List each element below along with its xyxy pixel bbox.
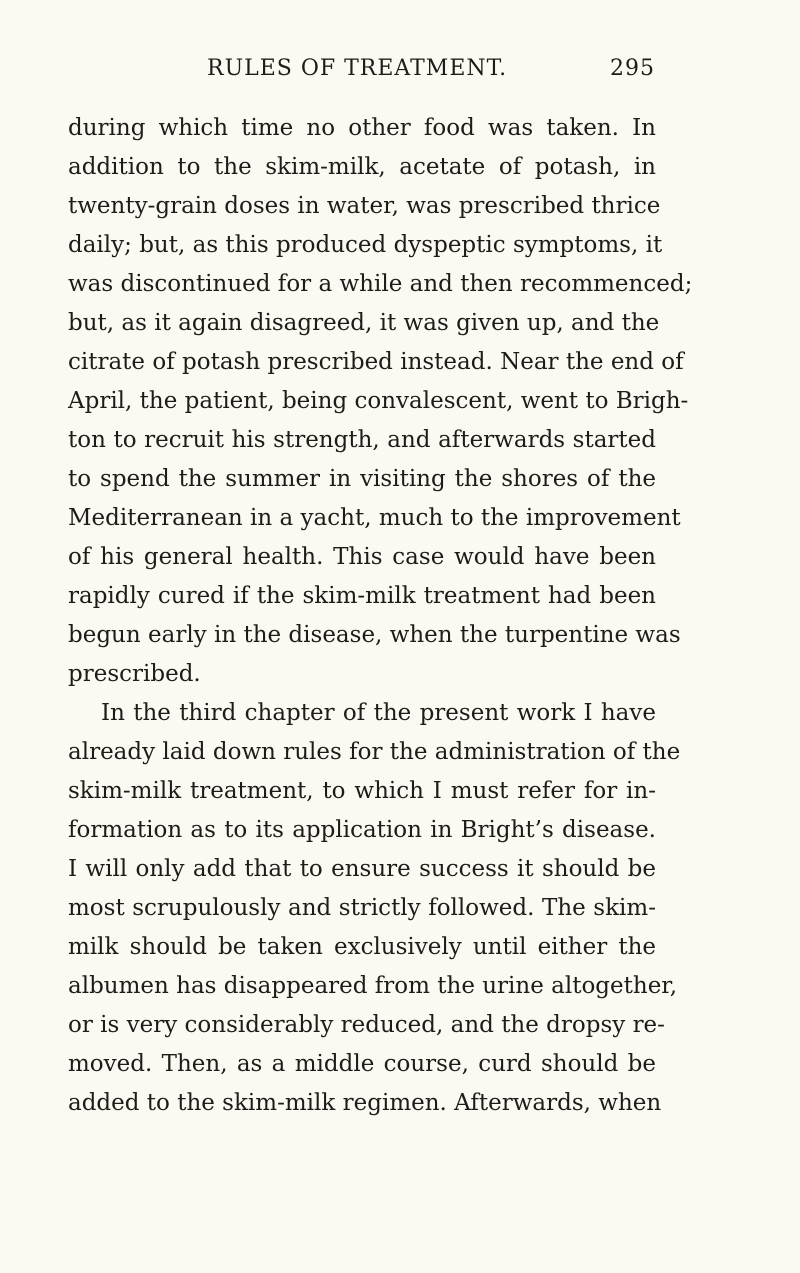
text-line: during which time no other food was taken. In [68,115,656,141]
text-line: or is very considerably reduced, and the dropsy re- [68,1012,665,1038]
text-line: formation as to its application in Bright’s disease. [68,817,656,843]
text-line: prescribed. [68,661,201,687]
text-line: most scrupulously and strictly followed. The skim- [68,895,656,921]
paragraph-2 [68,694,681,1123]
text-line: addition to the skim-milk, acetate of potash, in [68,154,656,180]
text-line: citrate of potash prescribed instead. Near the end of [68,349,684,375]
text-line: milk should be taken exclusively until either the [68,934,656,960]
running-head [207,52,655,86]
running-title: RULES OF TREATMENT. [207,56,508,81]
text-line: rapidly cured if the skim-milk treatment had been [68,583,656,609]
text-line: added to the skim-milk regimen. Afterwards, when [68,1090,662,1116]
text-line: begun early in the disease, when the turpentine was [68,622,681,648]
text-line: already laid down rules for the administration of the [68,739,681,765]
text-line: albumen has disappeared from the urine altogether, [68,973,678,999]
page-number: 295 [610,56,655,81]
text-line: was discontinued for a while and then recommenced; [68,271,693,297]
text-line: April, the patient, being convalescent, went to Brigh- [68,388,689,414]
text-line: to spend the summer in visiting the shores of the [68,466,656,492]
paragraph-1 [68,109,693,694]
text-line: skim-milk treatment, to which I must refer for in- [68,778,656,804]
body-text [68,109,693,1123]
text-line: ton to recruit his strength, and afterwards started [68,427,656,453]
text-line: moved. Then, as a middle course, curd should be [68,1051,656,1077]
text-line: daily; but, as this produced dyspeptic symptoms, it [68,232,663,258]
text-line: of his general health. This case would have been [68,544,656,570]
text-line: In the third chapter of the present work I have [101,700,656,726]
text-line: I will only add that to ensure success it should be [68,856,656,882]
text-line: but, as it again disagreed, it was given up, and the [68,310,660,336]
text-line: twenty-grain doses in water, was prescribed thrice [68,193,661,219]
text-line: Mediterranean in a yacht, much to the improvement [68,505,681,531]
